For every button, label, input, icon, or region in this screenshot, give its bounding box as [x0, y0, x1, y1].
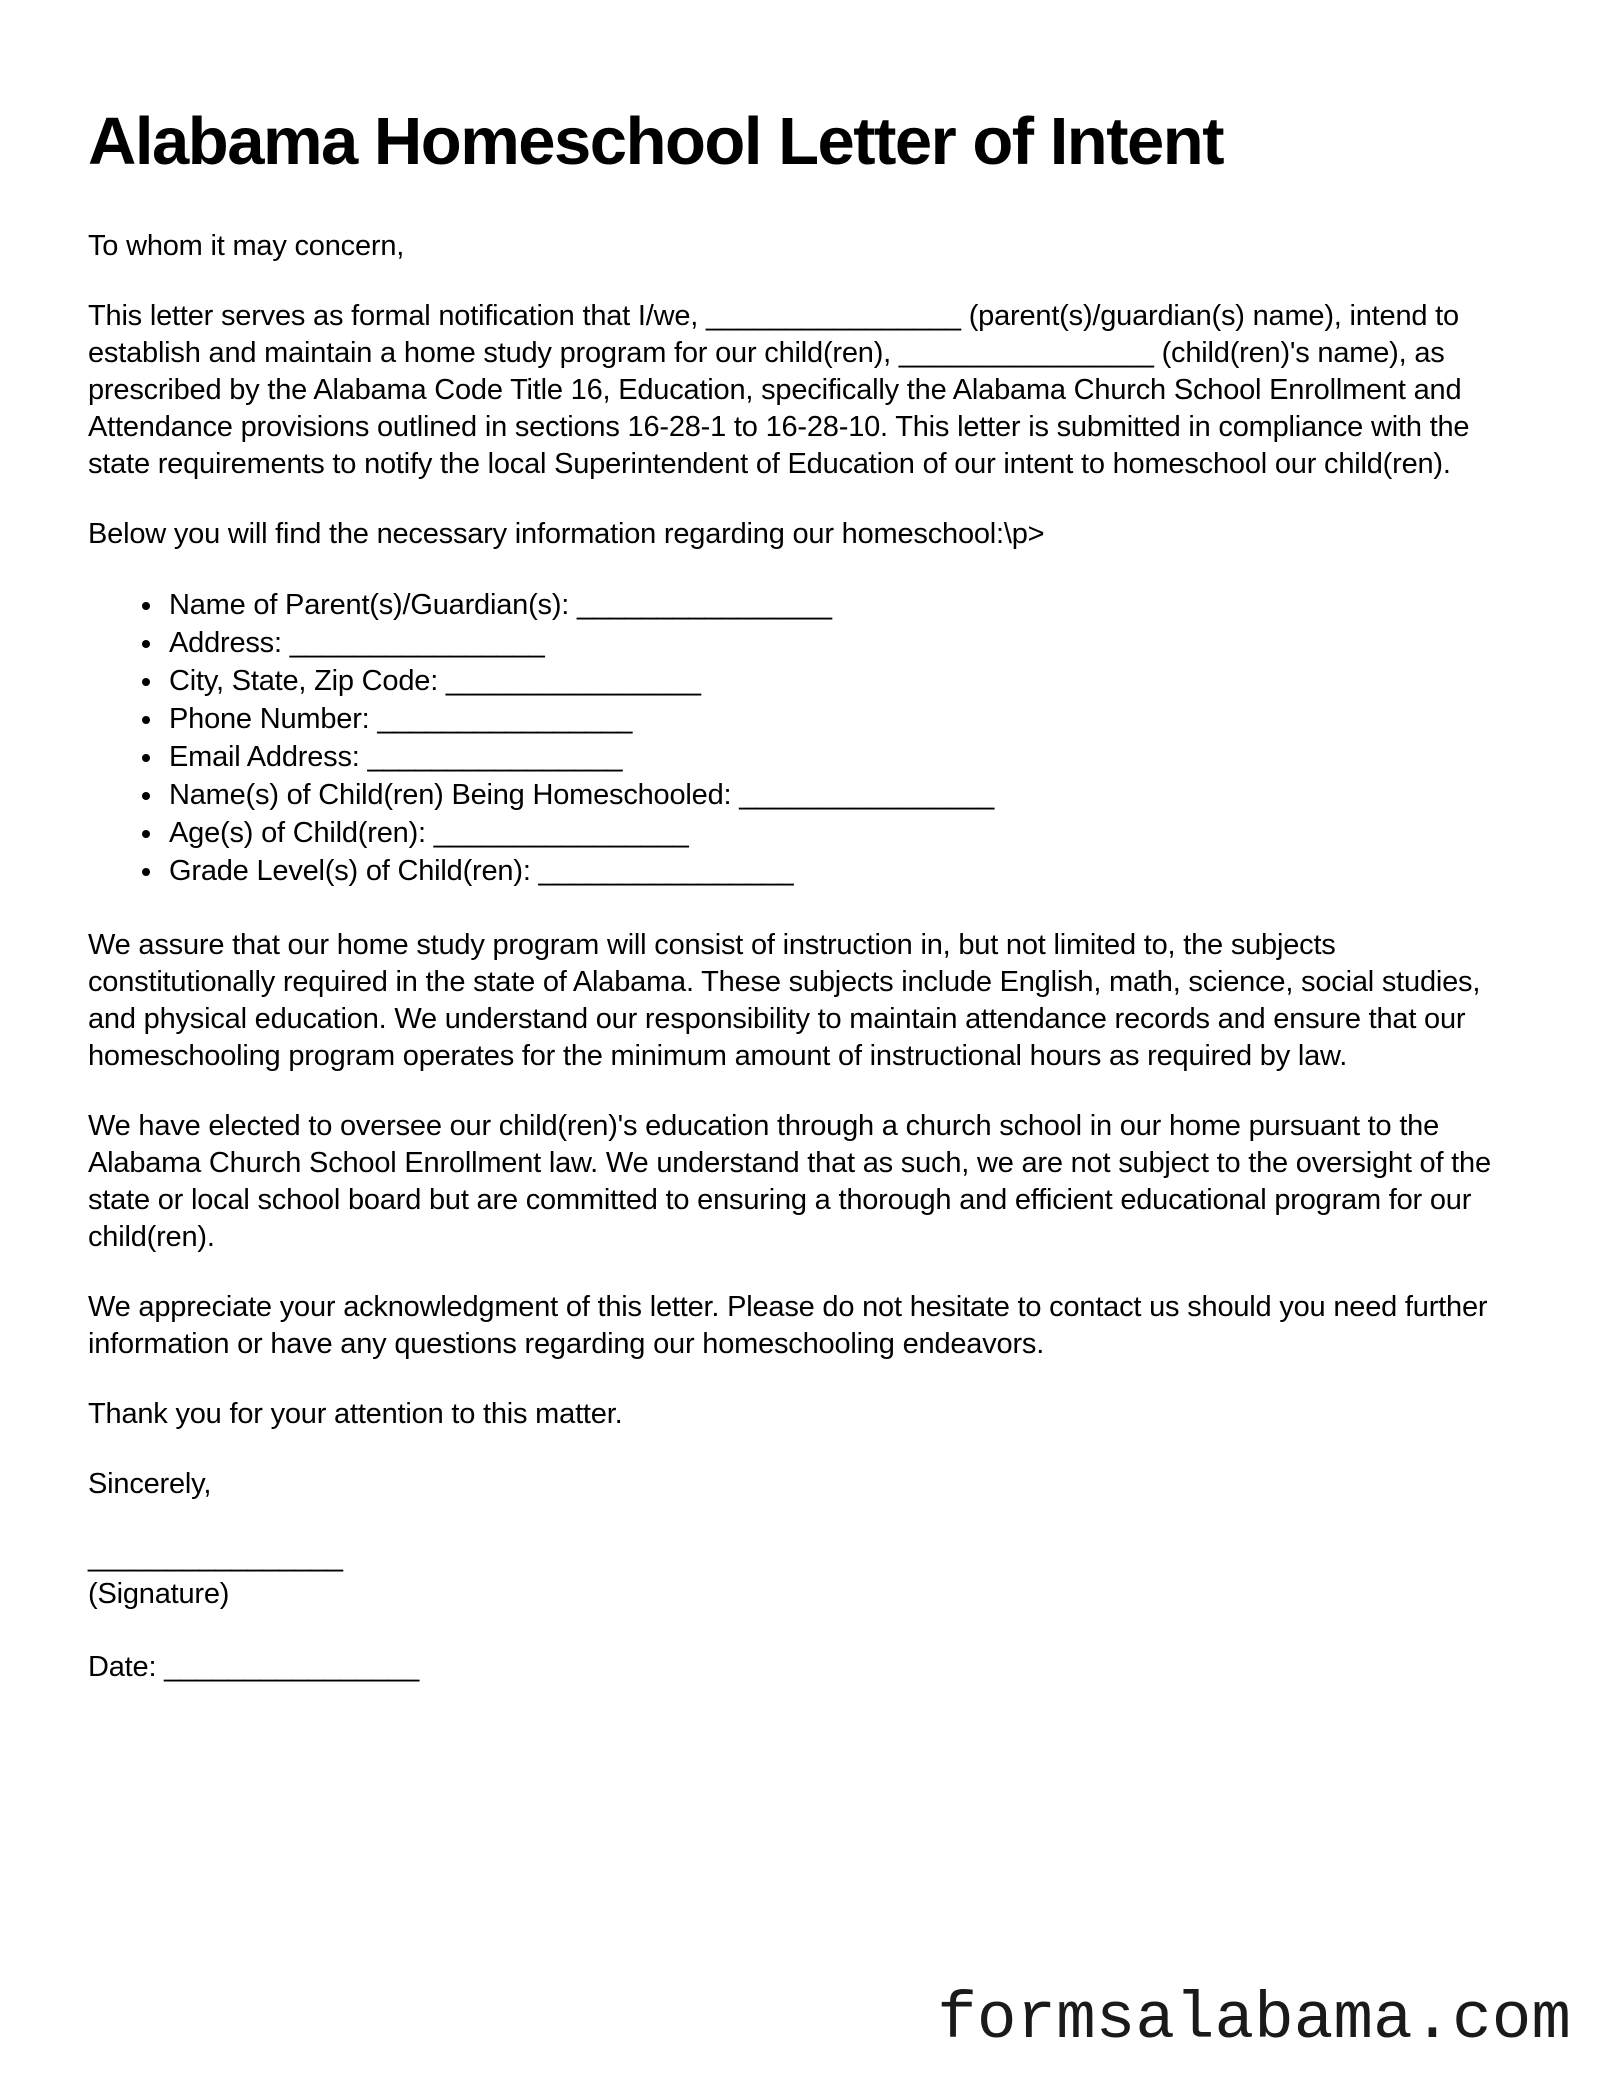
footer-site-domain: formsalabama.com — [937, 1982, 1571, 2057]
info-item-city-state-zip: • City, State, Zip Code: ________________ — [165, 662, 1518, 700]
info-item-phone-number: • Phone Number: ________________ — [165, 700, 1518, 738]
closing-paragraph: We appreciate your acknowledgment of this letter. Please do not hesitate to contact us should you need further information or have any questions regarding our homeschooling endeavors. — [88, 1291, 1488, 1360]
signature-blank-line: ________________ — [88, 1541, 343, 1573]
date-line: Date: ________________ — [88, 1651, 420, 1683]
salutation: To whom it may concern, — [88, 230, 405, 262]
letter-content — [88, 0, 1518, 1686]
assurance-paragraph: We assure that our home study program will consist of instruction in, but not limited to, the subjects constitutionally required in the state of Alabama. These subjects include English, math, science, social studies, and physical education. We understand our responsibility to maintain attendance records and ensure that our homeschooling program operates for the minimum amount of instructional hours as required by law. — [88, 929, 1481, 1072]
info-item-parent-name: • Name of Parent(s)/Guardian(s): ________________ — [165, 586, 1518, 624]
page-title: Alabama Homeschool Letter of Intent — [88, 104, 1224, 179]
info-item-children-grades: • Grade Level(s) of Child(ren): ________________ — [165, 852, 1518, 890]
info-item-address: • Address: ________________ — [165, 624, 1518, 662]
info-item-children-ages: • Age(s) of Child(ren): ________________ — [165, 814, 1518, 852]
info-list — [88, 586, 1518, 890]
thanks-line: Thank you for your attention to this matter. — [88, 1398, 623, 1430]
signoff: Sincerely, — [88, 1468, 212, 1500]
info-item-email-address: • Email Address: ________________ — [165, 738, 1518, 776]
info-item-children-names: • Name(s) of Child(ren) Being Homeschooled: ________________ — [165, 776, 1518, 814]
info-intro: Below you will find the necessary information regarding our homeschool:\p> — [88, 518, 1045, 550]
signature-block — [88, 1539, 1518, 1613]
intro-paragraph: This letter serves as formal notification that I/we, ________________ (parent(s)/guardian(s) name), intend to establish and maintain a home study program for our child(ren), ________________ (child(ren)'s name), as prescribed by the Alabama Code Title 16, Education, specifically the Alabama Church School Enrollment and Attendance provisions outlined in sections 16-28-1 to 16-28-10. This letter is submitted in compliance with the state requirements to notify the local Superintendent of Education of our intent to homeschool our child(ren). — [88, 300, 1470, 480]
signature-label: (Signature) — [88, 1578, 230, 1610]
church-school-paragraph: We have elected to oversee our child(ren)'s education through a church school in our home pursuant to the Alabama Church School Enrollment law. We understand that as such, we are not subject to the oversight of the state or local school board but are committed to ensuring a thorough and efficient educational program for our child(ren). — [88, 1110, 1491, 1253]
